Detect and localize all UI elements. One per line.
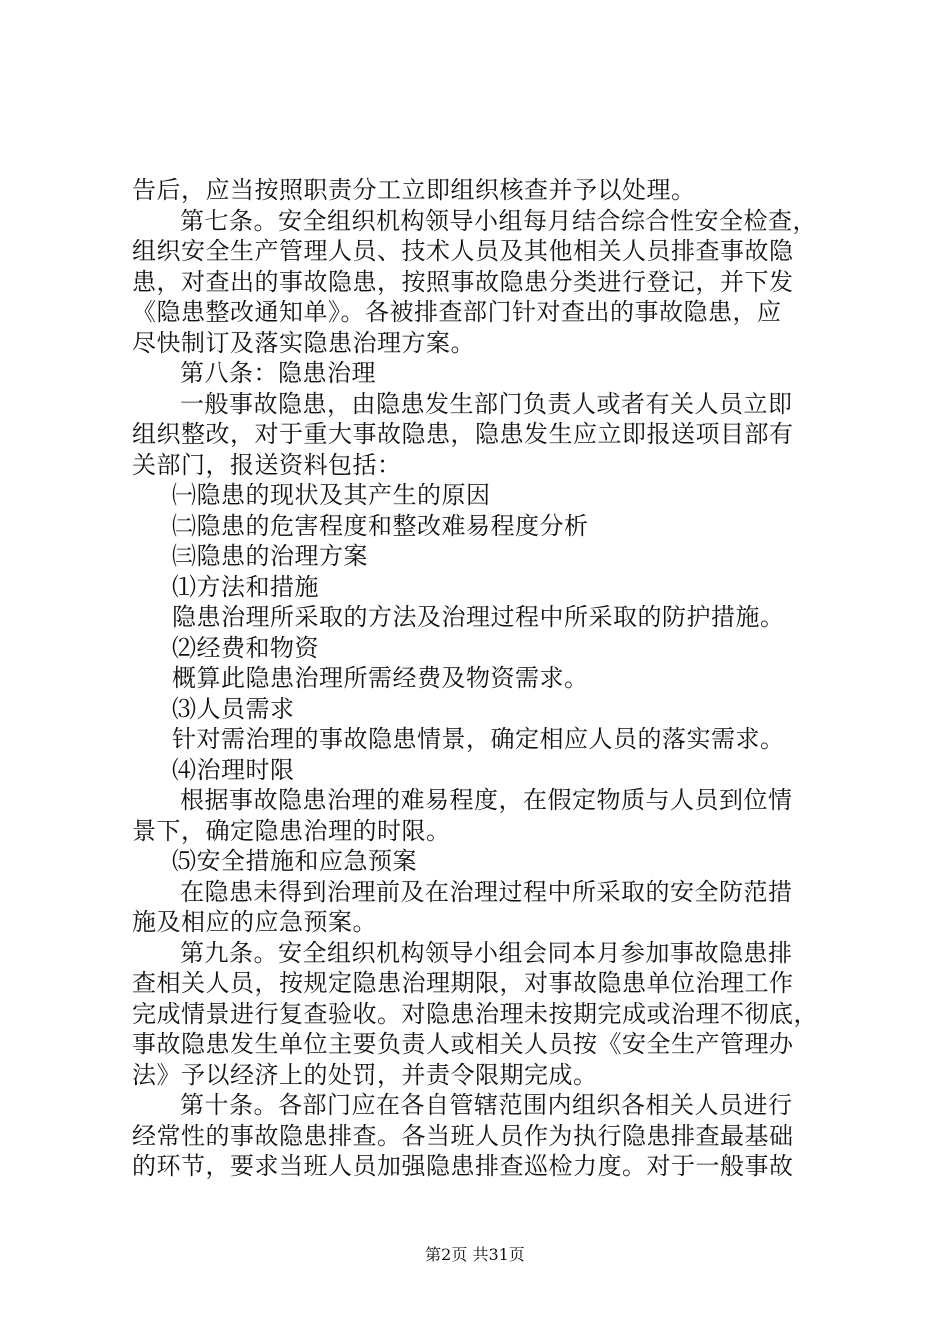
list-item: ㈠隐患的现状及其产生的原因 — [172, 481, 491, 509]
text-line: 一般事故隐患，由隐患发生部门负责人或者有关人员立即 — [180, 389, 793, 418]
text-line: 在隐患未得到治理前及在治理过程中所采取的安全防范措 — [180, 877, 793, 906]
text-line: 尽快制订及落实隐患治理方案。 — [132, 328, 475, 357]
text-line: 法》予以经济上的处罚，并责令限期完成。 — [132, 1060, 598, 1089]
text-line: 事故隐患发生单位主要负责人或相关人员按《安全生产管理办 — [132, 1030, 794, 1058]
text-line: 患，对查出的事故隐患，按照事故隐患分类进行登记，并下发 — [132, 267, 794, 296]
text-line: 查相关人员，按规定隐患治理期限，对事故隐患单位治理工作 — [132, 969, 794, 997]
list-item: ⑴方法和措施 — [172, 572, 319, 601]
text-line: 针对需治理的事故隐患情景，确定相应人员的落实需求。 — [172, 725, 785, 753]
section-heading: 第八条：隐患治理 — [180, 359, 376, 387]
text-line: 景下，确定隐患治理的时限。 — [132, 816, 451, 845]
list-item: ⑸安全措施和应急预案 — [172, 847, 417, 875]
text-line: 关部门，报送资料包括： — [132, 450, 402, 479]
text-line: 组织安全生产管理人员、技术人员及其他相关人员排查事故隐 — [132, 237, 794, 265]
text-line: 概算此隐患治理所需经费及物资需求。 — [172, 664, 589, 692]
page-number-label: 第2页 共31页 — [425, 1245, 525, 1264]
text-line: 第九条。安全组织机构领导小组会同本月参加事故隐患排 — [180, 938, 793, 967]
text-line: 第十条。各部门应在各自管辖范围内组织各相关人员进行 — [180, 1091, 793, 1119]
text-line: 施及相应的应急预案。 — [132, 908, 377, 936]
text-line: 告后，应当按照职责分工立即组织核查并予以处理。 — [132, 176, 696, 204]
list-item: ⑵经费和物资 — [172, 633, 319, 662]
text-line: 经常性的事故隐患排查。各当班人员作为执行隐患排查最基础 — [132, 1121, 794, 1150]
list-item: ㈢隐患的治理方案 — [172, 542, 368, 570]
text-line: 的环节，要求当班人员加强隐患排查巡检力度。对于一般事故 — [132, 1152, 794, 1180]
list-item: ㈡隐患的危害程度和整改难易程度分析 — [172, 511, 589, 540]
text-line: 隐患治理所采取的方法及治理过程中所采取的防护措施。 — [172, 603, 785, 631]
list-item: ⑷治理时限 — [172, 755, 295, 784]
text-line: 第七条。安全组织机构领导小组每月结合综合性安全检查， — [180, 206, 817, 235]
document-body — [132, 175, 832, 1182]
text-line: 组织整改，对于重大事故隐患，隐患发生应立即报送项目部有 — [132, 420, 794, 448]
page-footer — [0, 1242, 950, 1265]
text-line: 《隐患整改通知单》。各被排查部门针对查出的事故隐患，应 — [132, 298, 782, 326]
text-line: 完成情景进行复查验收。对隐患治理未按期完成或治理不彻底， — [132, 999, 818, 1028]
list-item: ⑶人员需求 — [172, 694, 295, 723]
text-line: 根据事故隐患治理的难易程度，在假定物质与人员到位情 — [180, 786, 793, 814]
